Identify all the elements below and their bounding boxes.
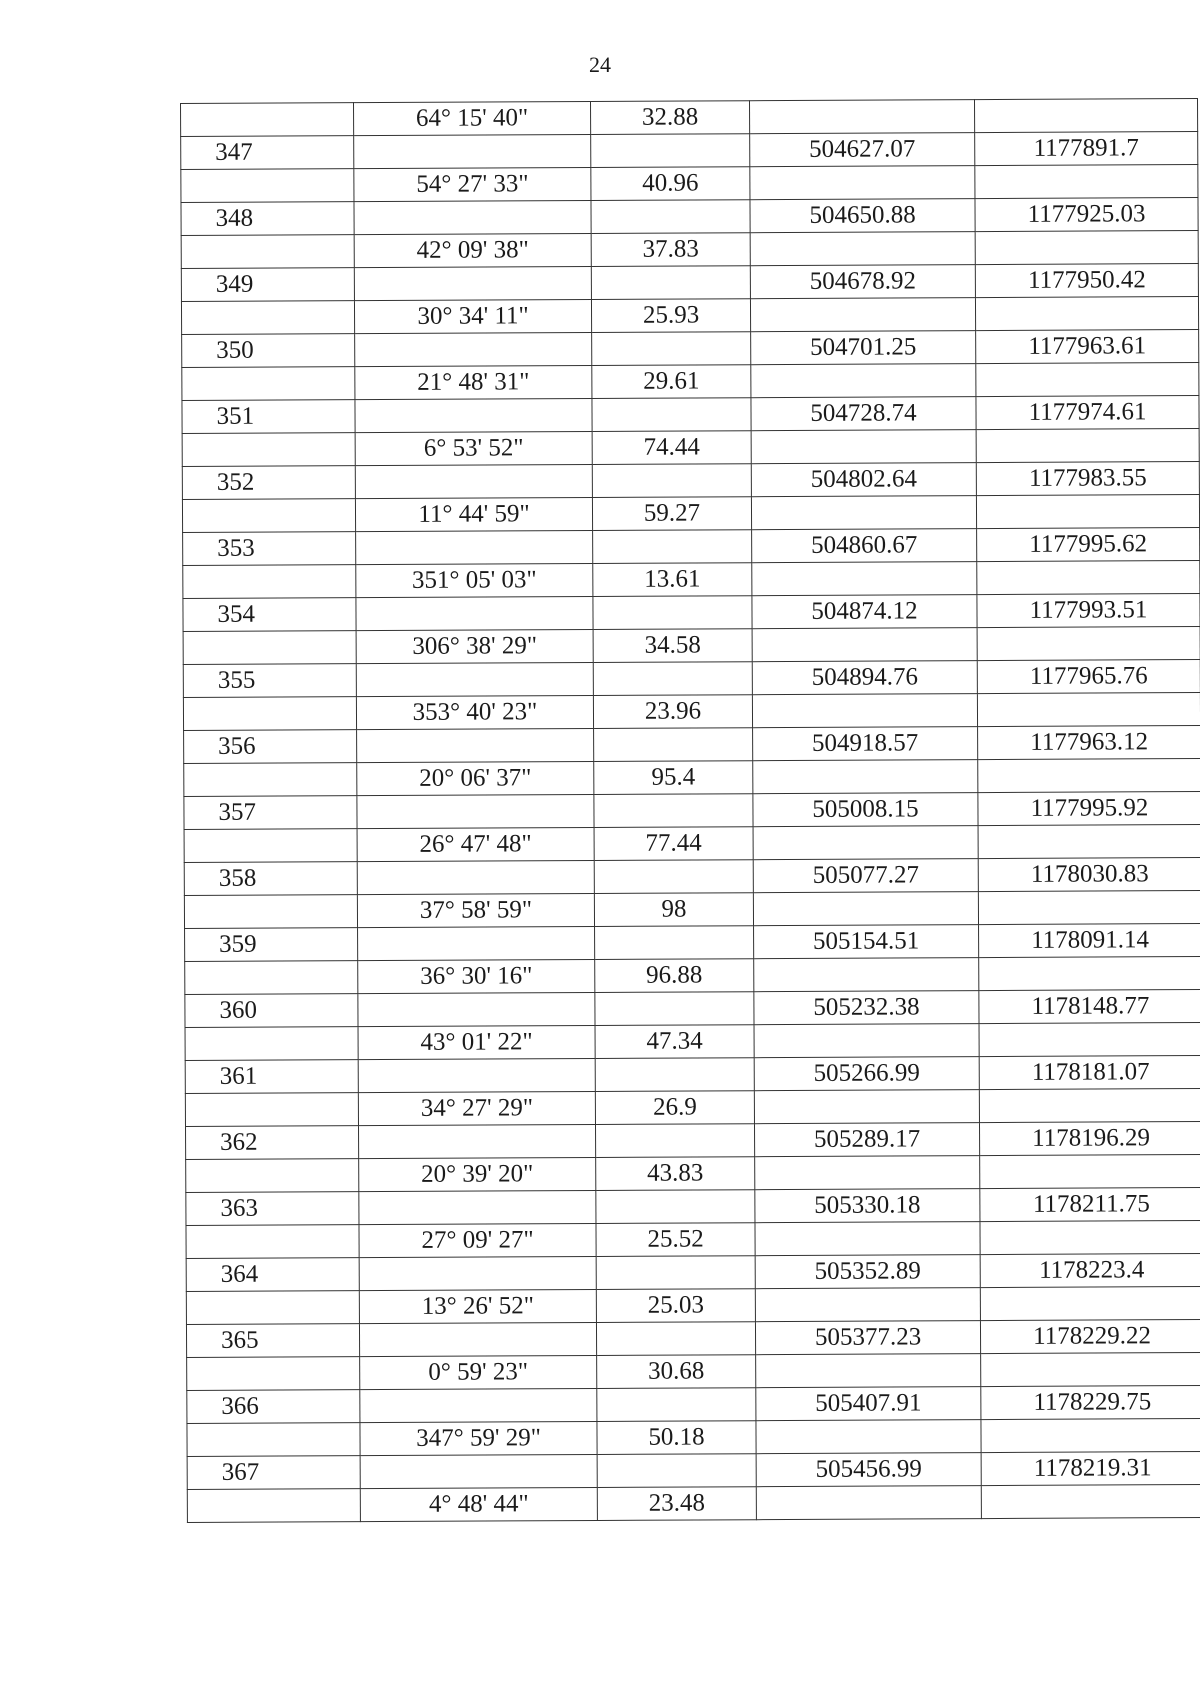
easting-cell bbox=[751, 364, 976, 398]
station-cell bbox=[184, 895, 357, 929]
bearing-cell bbox=[354, 200, 591, 234]
easting-cell bbox=[756, 1354, 981, 1388]
station-cell: 359 bbox=[185, 928, 358, 962]
distance-cell bbox=[596, 1322, 755, 1356]
station-cell bbox=[185, 1027, 358, 1061]
northing-cell: 1177963.61 bbox=[976, 330, 1199, 364]
distance-cell: 74.44 bbox=[592, 431, 751, 465]
easting-cell: 505377.23 bbox=[755, 1321, 980, 1355]
distance-cell bbox=[593, 662, 752, 696]
station-cell bbox=[182, 433, 355, 467]
northing-cell: 1177965.76 bbox=[977, 660, 1200, 694]
bearing-cell bbox=[358, 1058, 595, 1092]
distance-cell: 25.03 bbox=[596, 1289, 755, 1323]
bearing-cell bbox=[354, 134, 591, 168]
northing-cell bbox=[980, 1221, 1200, 1255]
bearing-cell: 43° 01' 22" bbox=[358, 1025, 595, 1059]
station-cell: 360 bbox=[185, 994, 358, 1028]
northing-cell: 1178148.77 bbox=[979, 990, 1200, 1024]
northing-cell bbox=[975, 297, 1198, 331]
northing-cell: 1177995.62 bbox=[977, 528, 1200, 562]
easting-cell: 504678.92 bbox=[750, 265, 975, 299]
station-row bbox=[184, 792, 1200, 830]
bearing-cell bbox=[357, 794, 594, 828]
easting-cell: 504650.88 bbox=[750, 199, 975, 233]
leg-row bbox=[182, 363, 1199, 401]
distance-cell: 59.27 bbox=[592, 497, 751, 531]
bearing-cell: 351° 05' 03" bbox=[356, 563, 593, 597]
station-cell bbox=[184, 763, 357, 797]
northing-cell bbox=[975, 165, 1198, 199]
distance-cell bbox=[592, 398, 751, 432]
northing-cell bbox=[981, 1353, 1200, 1387]
easting-cell bbox=[753, 760, 978, 794]
station-row bbox=[186, 1320, 1200, 1358]
distance-cell bbox=[594, 728, 753, 762]
bearing-cell: 347° 59' 29" bbox=[360, 1421, 597, 1455]
bearing-cell: 11° 44' 59" bbox=[355, 497, 592, 531]
station-row bbox=[185, 924, 1200, 962]
distance-cell: 23.48 bbox=[597, 1487, 756, 1521]
bearing-cell bbox=[358, 992, 595, 1026]
easting-cell bbox=[752, 562, 977, 596]
distance-cell: 77.44 bbox=[594, 827, 753, 861]
station-row bbox=[181, 198, 1198, 236]
distance-cell: 25.52 bbox=[596, 1223, 755, 1257]
easting-cell bbox=[751, 430, 976, 464]
station-row bbox=[185, 1056, 1200, 1094]
station-row bbox=[182, 330, 1199, 368]
station-cell bbox=[182, 367, 355, 401]
northing-cell: 1178091.14 bbox=[979, 924, 1200, 958]
station-cell bbox=[185, 961, 358, 995]
distance-cell bbox=[597, 1454, 756, 1488]
easting-cell bbox=[755, 1288, 980, 1322]
station-row bbox=[187, 1452, 1200, 1490]
station-cell: 355 bbox=[183, 664, 356, 698]
bearing-cell: 353° 40' 23" bbox=[356, 695, 593, 729]
northing-cell: 1178219.31 bbox=[981, 1452, 1200, 1486]
easting-cell: 504894.76 bbox=[752, 661, 977, 695]
station-cell: 362 bbox=[186, 1126, 359, 1160]
easting-cell: 505289.17 bbox=[754, 1123, 979, 1157]
bearing-cell: 54° 27' 33" bbox=[354, 167, 591, 201]
station-cell bbox=[181, 301, 354, 335]
distance-cell bbox=[595, 1124, 754, 1158]
leg-row bbox=[183, 561, 1200, 599]
bearing-cell bbox=[359, 1322, 596, 1356]
station-cell: 357 bbox=[184, 796, 357, 830]
easting-cell: 505154.51 bbox=[754, 925, 979, 959]
distance-cell bbox=[594, 860, 753, 894]
station-cell: 354 bbox=[183, 598, 356, 632]
distance-cell: 26.9 bbox=[595, 1091, 754, 1125]
bearing-cell: 36° 30' 16" bbox=[358, 959, 595, 993]
bearing-cell: 13° 26' 52" bbox=[359, 1289, 596, 1323]
northing-cell bbox=[979, 957, 1200, 991]
bearing-cell bbox=[357, 860, 594, 894]
leg-row bbox=[185, 1023, 1200, 1061]
bearing-cell: 0° 59' 23" bbox=[360, 1355, 597, 1389]
distance-cell: 25.93 bbox=[591, 299, 750, 333]
northing-cell: 1177925.03 bbox=[975, 198, 1198, 232]
distance-cell bbox=[595, 926, 754, 960]
station-row bbox=[183, 594, 1200, 632]
distance-cell bbox=[592, 332, 751, 366]
station-cell bbox=[187, 1357, 360, 1391]
bearing-cell bbox=[360, 1388, 597, 1422]
easting-cell bbox=[751, 496, 976, 530]
station-row bbox=[182, 396, 1199, 434]
station-cell bbox=[184, 829, 357, 863]
station-cell: 364 bbox=[186, 1258, 359, 1292]
easting-cell bbox=[753, 826, 978, 860]
station-cell: 351 bbox=[182, 400, 355, 434]
bearing-cell bbox=[358, 926, 595, 960]
northing-cell: 1178211.75 bbox=[980, 1188, 1200, 1222]
distance-cell: 47.34 bbox=[595, 1025, 754, 1059]
northing-cell bbox=[974, 99, 1197, 133]
northing-cell bbox=[979, 1089, 1200, 1123]
station-cell bbox=[181, 103, 354, 137]
northing-cell: 1178229.75 bbox=[981, 1386, 1200, 1420]
easting-cell: 505077.27 bbox=[753, 859, 978, 893]
leg-row bbox=[187, 1485, 1200, 1523]
leg-row bbox=[184, 891, 1200, 929]
distance-cell bbox=[595, 1058, 754, 1092]
bearing-cell bbox=[355, 398, 592, 432]
distance-cell: 13.61 bbox=[593, 563, 752, 597]
bearing-cell: 4° 48' 44" bbox=[360, 1487, 597, 1521]
station-row bbox=[181, 264, 1198, 302]
easting-cell: 505330.18 bbox=[755, 1189, 980, 1223]
distance-cell: 23.96 bbox=[593, 695, 752, 729]
easting-cell bbox=[755, 1222, 980, 1256]
northing-cell: 1177974.61 bbox=[976, 396, 1199, 430]
distance-cell: 43.83 bbox=[596, 1157, 755, 1191]
bearing-cell: 27° 09' 27" bbox=[359, 1223, 596, 1257]
leg-row bbox=[181, 297, 1198, 335]
northing-cell: 1178229.22 bbox=[980, 1320, 1200, 1354]
station-cell: 347 bbox=[181, 136, 354, 170]
station-cell: 367 bbox=[187, 1456, 360, 1490]
easting-cell bbox=[756, 1420, 981, 1454]
northing-cell bbox=[978, 825, 1200, 859]
station-cell bbox=[182, 499, 355, 533]
northing-cell bbox=[980, 1155, 1200, 1189]
easting-cell: 505352.89 bbox=[755, 1255, 980, 1289]
leg-row bbox=[186, 1287, 1200, 1325]
bearing-cell: 20° 06' 37" bbox=[357, 761, 594, 795]
station-cell: 358 bbox=[184, 862, 357, 896]
leg-row bbox=[183, 627, 1200, 665]
easting-cell bbox=[754, 1090, 979, 1124]
northing-cell: 1177891.7 bbox=[975, 132, 1198, 166]
bearing-cell bbox=[355, 332, 592, 366]
bearing-cell bbox=[357, 728, 594, 762]
easting-cell bbox=[749, 100, 974, 134]
leg-row bbox=[182, 429, 1199, 467]
leg-row bbox=[183, 693, 1200, 731]
distance-cell bbox=[594, 794, 753, 828]
northing-cell: 1177993.51 bbox=[977, 594, 1200, 628]
northing-cell bbox=[976, 363, 1199, 397]
northing-cell: 1177950.42 bbox=[975, 264, 1198, 298]
bearing-cell: 20° 39' 20" bbox=[359, 1157, 596, 1191]
station-cell: 365 bbox=[186, 1324, 359, 1358]
station-cell bbox=[181, 235, 354, 269]
easting-cell bbox=[750, 166, 975, 200]
northing-cell bbox=[976, 429, 1199, 463]
leg-row bbox=[181, 165, 1198, 203]
distance-cell: 37.83 bbox=[591, 233, 750, 267]
leg-row bbox=[181, 99, 1198, 137]
northing-cell: 1178223.4 bbox=[980, 1254, 1200, 1288]
station-cell bbox=[186, 1291, 359, 1325]
station-row bbox=[187, 1386, 1200, 1424]
easting-cell bbox=[753, 892, 978, 926]
northing-cell bbox=[978, 759, 1200, 793]
station-row bbox=[186, 1188, 1200, 1226]
station-row bbox=[182, 462, 1199, 500]
station-cell bbox=[183, 565, 356, 599]
leg-row bbox=[181, 231, 1198, 269]
distance-cell: 32.88 bbox=[590, 101, 749, 135]
station-row bbox=[186, 1254, 1200, 1292]
distance-cell bbox=[591, 266, 750, 300]
station-cell bbox=[186, 1225, 359, 1259]
station-row bbox=[183, 660, 1200, 698]
station-row bbox=[186, 1122, 1200, 1160]
northing-cell: 1177983.55 bbox=[976, 462, 1199, 496]
station-cell: 348 bbox=[181, 202, 354, 236]
distance-cell bbox=[591, 134, 750, 168]
easting-cell bbox=[754, 1024, 979, 1058]
northing-cell bbox=[977, 693, 1200, 727]
survey-coordinates-table bbox=[180, 98, 1200, 1523]
easting-cell: 505232.38 bbox=[754, 991, 979, 1025]
distance-cell: 30.68 bbox=[597, 1355, 756, 1389]
easting-cell bbox=[754, 958, 979, 992]
distance-cell bbox=[596, 1256, 755, 1290]
easting-cell bbox=[750, 232, 975, 266]
northing-cell: 1178196.29 bbox=[979, 1122, 1200, 1156]
easting-cell: 505266.99 bbox=[754, 1057, 979, 1091]
bearing-cell bbox=[358, 1124, 595, 1158]
easting-cell: 504802.64 bbox=[751, 463, 976, 497]
distance-cell bbox=[593, 596, 752, 630]
distance-cell bbox=[596, 1190, 755, 1224]
northing-cell bbox=[981, 1485, 1200, 1519]
northing-cell bbox=[977, 561, 1200, 595]
station-cell: 356 bbox=[184, 730, 357, 764]
station-cell: 366 bbox=[187, 1390, 360, 1424]
station-cell bbox=[186, 1159, 359, 1193]
easting-cell bbox=[750, 298, 975, 332]
northing-cell bbox=[975, 231, 1198, 265]
easting-cell: 505008.15 bbox=[753, 793, 978, 827]
easting-cell bbox=[755, 1156, 980, 1190]
leg-row bbox=[187, 1353, 1200, 1391]
northing-cell bbox=[977, 627, 1200, 661]
bearing-cell bbox=[355, 464, 592, 498]
station-cell bbox=[183, 697, 356, 731]
leg-row bbox=[186, 1221, 1200, 1259]
leg-row bbox=[184, 825, 1200, 863]
easting-cell: 504860.67 bbox=[752, 529, 977, 563]
northing-cell: 1177995.92 bbox=[978, 792, 1200, 826]
bearing-cell bbox=[359, 1256, 596, 1290]
easting-cell: 504728.74 bbox=[751, 397, 976, 431]
distance-cell: 40.96 bbox=[591, 167, 750, 201]
distance-cell bbox=[591, 200, 750, 234]
easting-cell bbox=[756, 1486, 981, 1520]
station-row bbox=[181, 132, 1198, 170]
table-body bbox=[181, 99, 1200, 1523]
page-number: 24 bbox=[589, 52, 611, 77]
station-cell bbox=[187, 1489, 360, 1523]
easting-cell: 504627.07 bbox=[750, 133, 975, 167]
bearing-cell bbox=[356, 530, 593, 564]
easting-cell: 504701.25 bbox=[751, 331, 976, 365]
station-cell: 349 bbox=[181, 268, 354, 302]
bearing-cell: 64° 15' 40" bbox=[354, 101, 591, 135]
northing-cell: 1177963.12 bbox=[978, 726, 1200, 760]
station-row bbox=[183, 528, 1200, 566]
station-row bbox=[184, 858, 1200, 896]
distance-cell: 95.4 bbox=[594, 761, 753, 795]
bearing-cell bbox=[359, 1190, 596, 1224]
distance-cell: 29.61 bbox=[592, 365, 751, 399]
distance-cell: 96.88 bbox=[595, 959, 754, 993]
station-cell: 363 bbox=[186, 1192, 359, 1226]
northing-cell bbox=[979, 1023, 1200, 1057]
northing-cell bbox=[980, 1287, 1200, 1321]
bearing-cell: 6° 53' 52" bbox=[355, 431, 592, 465]
easting-cell: 504918.57 bbox=[753, 727, 978, 761]
easting-cell bbox=[752, 694, 977, 728]
leg-row bbox=[185, 1089, 1200, 1127]
bearing-cell: 26° 47' 48" bbox=[357, 827, 594, 861]
leg-row bbox=[184, 759, 1200, 797]
distance-cell: 50.18 bbox=[597, 1421, 756, 1455]
bearing-cell: 21° 48' 31" bbox=[355, 365, 592, 399]
distance-cell bbox=[595, 992, 754, 1026]
station-cell bbox=[183, 631, 356, 665]
bearing-cell: 34° 27' 29" bbox=[358, 1091, 595, 1125]
distance-cell: 98 bbox=[594, 893, 753, 927]
bearing-cell: 306° 38' 29" bbox=[356, 629, 593, 663]
bearing-cell bbox=[360, 1454, 597, 1488]
easting-cell bbox=[752, 628, 977, 662]
leg-row bbox=[187, 1419, 1200, 1457]
bearing-cell: 30° 34' 11" bbox=[354, 299, 591, 333]
station-row bbox=[184, 726, 1200, 764]
station-cell: 350 bbox=[182, 334, 355, 368]
northing-cell: 1178030.83 bbox=[978, 858, 1200, 892]
bearing-cell bbox=[356, 662, 593, 696]
bearing-cell: 37° 58' 59" bbox=[357, 893, 594, 927]
northing-cell bbox=[981, 1419, 1200, 1453]
bearing-cell: 42° 09' 38" bbox=[354, 233, 591, 267]
station-cell: 353 bbox=[183, 532, 356, 566]
easting-cell: 504874.12 bbox=[752, 595, 977, 629]
leg-row bbox=[185, 957, 1200, 995]
distance-cell: 34.58 bbox=[593, 629, 752, 663]
station-cell bbox=[187, 1423, 360, 1457]
distance-cell bbox=[593, 530, 752, 564]
station-cell bbox=[181, 169, 354, 203]
distance-cell bbox=[597, 1388, 756, 1422]
easting-cell: 505407.91 bbox=[756, 1387, 981, 1421]
distance-cell bbox=[592, 464, 751, 498]
northing-cell bbox=[978, 891, 1200, 925]
easting-cell: 505456.99 bbox=[756, 1453, 981, 1487]
leg-row bbox=[182, 495, 1199, 533]
bearing-cell bbox=[356, 596, 593, 630]
northing-cell: 1178181.07 bbox=[979, 1056, 1200, 1090]
station-cell: 361 bbox=[185, 1060, 358, 1094]
station-row bbox=[185, 990, 1200, 1028]
station-cell bbox=[185, 1093, 358, 1127]
leg-row bbox=[186, 1155, 1200, 1193]
northing-cell bbox=[976, 495, 1199, 529]
bearing-cell bbox=[354, 266, 591, 300]
station-cell: 352 bbox=[182, 466, 355, 500]
